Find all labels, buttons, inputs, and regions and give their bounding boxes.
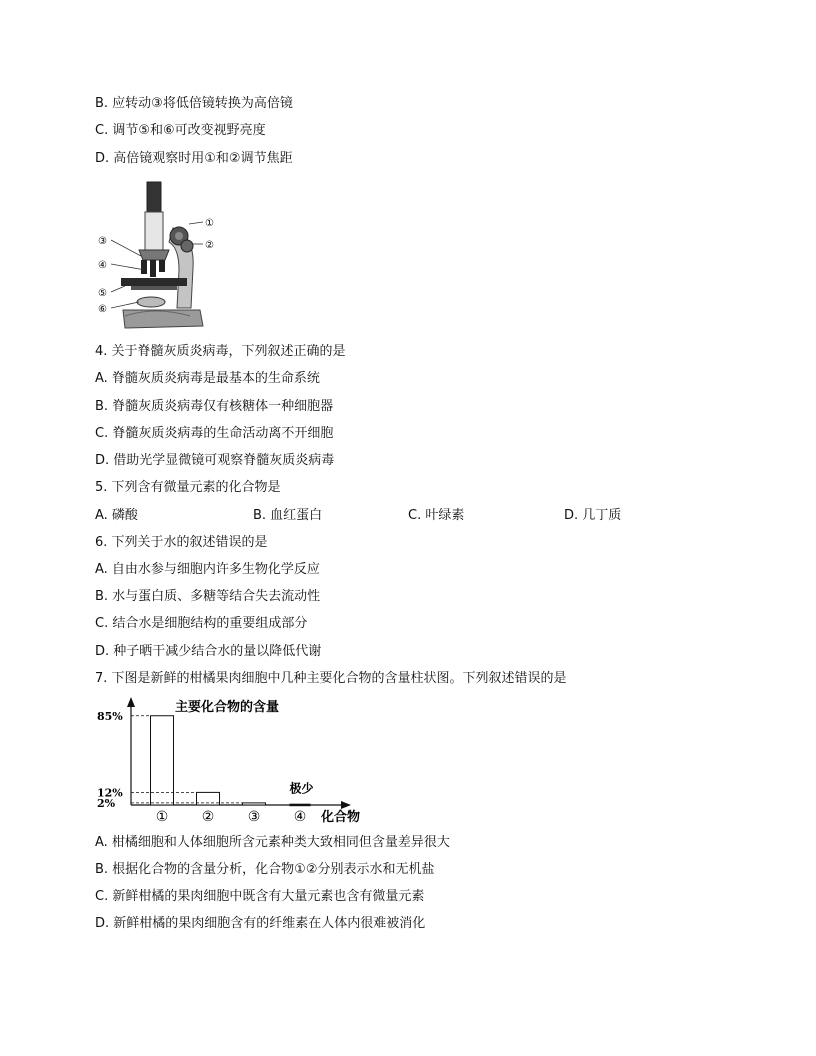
microscope-label-2: ②	[205, 240, 214, 251]
chart-x-tick-label: ①	[155, 809, 169, 825]
microscope-label-6: ⑥	[98, 304, 107, 315]
microscope-label-4: ④	[98, 260, 107, 271]
chart-title: 主要化合物的含量	[175, 700, 280, 715]
q5-option-c: C. 叶绿素	[408, 508, 465, 523]
q5-stem: 5. 下列含有微量元素的化合物是	[95, 480, 281, 495]
q6-option-b: B. 水与蛋白质、多糖等结合失去流动性	[95, 589, 321, 604]
chart-y-tick-label: 85%	[97, 709, 123, 723]
microscope-label-1: ①	[205, 218, 214, 229]
q7-option-a: A. 柑橘细胞和人体细胞所含元素种类大致相同但含量差异很大	[95, 835, 450, 850]
q5-option-b: B. 血红蛋白	[253, 508, 323, 523]
q5-option-a: A. 磷酸	[95, 508, 138, 523]
q6-option-a: A. 自由水参与细胞内许多生物化学反应	[95, 562, 320, 577]
chart-x-tick-label: ②	[201, 809, 215, 825]
q6-option-d: D. 种子晒干减少结合水的量以降低代谢	[95, 644, 322, 659]
q7-option-d: D. 新鲜柑橘的果肉细胞含有的纤维素在人体内很难被消化	[95, 916, 426, 931]
q4-stem: 4. 关于脊髓灰质炎病毒，下列叙述正确的是	[95, 344, 346, 359]
chart-y-arrow	[127, 697, 135, 707]
prev-option-c: C. 调节⑤和⑥可改变视野亮度	[95, 123, 266, 138]
q4-option-c: C. 脊髓灰质炎病毒的生命活动离不开细胞	[95, 426, 334, 441]
chart-bar	[151, 716, 174, 805]
prev-option-d: D. 高倍镜观察时用①和②调节焦距	[95, 151, 293, 166]
microscope-figure	[95, 178, 230, 336]
q6-stem: 6. 下列关于水的叙述错误的是	[95, 535, 268, 550]
microscope-label-3: ③	[98, 236, 107, 247]
chart-bar	[243, 803, 266, 805]
chart-x-label: 化合物	[321, 810, 361, 825]
q7-stem: 7. 下图是新鲜的柑橘果肉细胞中几种主要化合物的含量柱状图。下列叙述错误的是	[95, 671, 567, 686]
q4-option-d: D. 借助光学显微镜可观察脊髓灰质炎病毒	[95, 453, 335, 468]
chart-x-arrow	[341, 801, 351, 809]
chart-annotation: 极少	[289, 781, 314, 796]
q4-option-a: A. 脊髓灰质炎病毒是最基本的生命系统	[95, 371, 320, 386]
chart-y-tick-label: 12%	[97, 786, 123, 800]
chart-x-tick-label: ④	[293, 809, 307, 825]
q7-option-b: B. 根据化合物的含量分析，化合物①②分别表示水和无机盐	[95, 862, 435, 877]
prev-option-b: B. 应转动③将低倍镜转换为高倍镜	[95, 96, 293, 111]
q6-option-c: C. 结合水是细胞结构的重要组成部分	[95, 616, 308, 631]
q4-option-b: B. 脊髓灰质炎病毒仅有核糖体一种细胞器	[95, 399, 334, 414]
chart-y-tick-label: 2%	[97, 796, 116, 810]
chart-x-tick-label: ③	[247, 809, 261, 825]
chart-bar	[290, 804, 311, 807]
q5-option-d: D. 几丁质	[564, 508, 622, 523]
microscope-label-5: ⑤	[98, 288, 107, 299]
compound-content-chart	[95, 695, 375, 825]
q7-option-c: C. 新鲜柑橘的果肉细胞中既含有大量元素也含有微量元素	[95, 889, 425, 904]
